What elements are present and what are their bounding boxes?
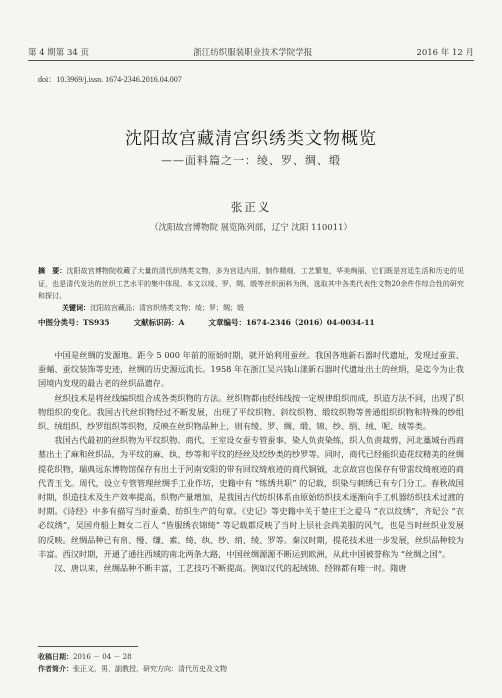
abstract [38,265,464,303]
header-journal: 浙江纺织服装职业技术学院学报 [193,48,313,58]
footnote [38,651,464,675]
received-label: 收稿日期： [38,652,73,661]
received-value: 2016 － 04 － 28 [73,653,132,661]
doi[interactable]: doi：10.3969/j.issn. 1674-2346.2016.04.007 [38,75,182,84]
header-issue: 第 4 期第 34 页 [28,48,90,58]
body-paragraph: 丝织技术是将丝线编织组合成各类织物的方法。丝织物都由经纬线按一定规律组织而成，织造方法不同，出现了织物组织的变化。我国古代丝织物经过不断发展，出现了平纹织物、斜纹织物、缎纹织物等普通组织织物和特殊的纱组织、绒组织、纱罗组织等织物，反映在丝织物品种上，则有绫、罗、绸、缎、锦、纱、绢、绒、呢、绒等类。 [38,392,464,432]
body-paragraph: 中国是丝绸的发源地。距今 5 000 年前的原始时期，就开始利用蚕丝。我国各地新石器时代遗址，发现过蚕茧、蚕蛹、蚕纹装饰等史迹，丝绸的历史源远流长。1958 年在浙江吴兴钱山漾新石器时代遗址出土的丝绢，是迄今为止我国境内发现的最古老的丝织品遗存。 [38,350,464,389]
author-name: 张正义 [230,200,272,214]
keywords [62,303,464,313]
body-text [38,348,464,575]
header-date: 2016 年 12 月 [416,48,474,58]
article-title: 沈阳故宫藏清宫织绣类文物概览 [125,129,377,149]
author-bio [38,663,464,675]
author-affiliation: （沈阳故宫博物院 展览陈列部，辽宁 沈阳 110011） [149,223,353,233]
article-subtitle: ——面料篇之一：绫、罗、绸、缎 [161,154,341,167]
keywords-text: 沈阳故宫藏品；清宫织绣类文物；绫；罗；绸；缎 [90,304,244,312]
document-code: 文献标识码：A [133,318,185,327]
running-header [28,44,474,61]
author-bio-value: 张正义，男，副教授，研究方向：清代历史及文物 [73,665,227,673]
keywords-label: 关键词： [62,303,90,312]
classification-line [38,317,464,328]
clc-number: 中图分类号：TS935 [38,318,110,327]
body-paragraph: 汉、唐以来，丝绸品种不断丰富，工艺技巧不断提高。例如汉代的起绒锦、经锦都有唯一时。隋唐 [54,563,407,574]
abstract-label: 摘 要： [38,266,67,275]
received-date [38,651,464,663]
body-paragraph: 我国古代最初的丝织物为平纹织物。商代，王室设女蚕专管蚕事，染人负责染练，织人负责裁剪，河北藁城台西商墓出土了麻和丝织品，为平纹的麻、纨、纱等和平纹的经丝及绞纱类的纱罗等。同时，商代已经能织造花纹精美的丝绸提花织物，瑞典远东博物馆保存有出土于河南安阳的带有回纹绮痕迹的商代铜钺，北京故宫也保存有带雷纹绮痕迹的商代青玉戈。周代，设立专管管理丝绸手工业作坊，史籍中有 “练绣共职” 的记载，织染与刺绣已有专门分工。春秋战国时期，织造技术及生产效率提高，织物产量增加，是我国古代纺织体系由原始纺织技术逐渐向手工机器纺织技术过渡的时期。《诗经》中多有描写当时蚕桑、纺织生产的句章。《史记》等史籍中关于楚庄王之爱马 “衣以纹绣”，齐妃公 “衣必纹绣”，吴国舟船上舞女二百人 “皆服绣衣锦绮” 等记载都反映了当时上层社会尚美服的风气，也是当时丝织业发展的反映。丝绸品种已有帛、缦、缣、素、绮、纨、纱、绡、绫、罗等。秦汉时期，提花技术进一步发展，丝织品种较为丰富。西汉时期，开通了通往西域的南北两条大路，中国丝绸源源不断运到欧洲，从此中国被誉称为 “丝绸之国”。 [38,435,464,559]
author-bio-label: 作者简介： [38,664,73,673]
abstract-text: 沈阳故宫博物院收藏了大量的清代织绣类文物，多为宫廷内用，制作精细，工艺繁复，华美绚丽，它们既是宫廷生活和历史的见证，也是清代发达的丝织工艺水平的集中体现。本文以绫、罗、绸、缎等丝织面料为例，选取其中各类代表性文物20余件作综合性的研究和探讨。 [38,267,465,300]
article-number: 文章编号：1674-2346（2016）04-0034-11 [208,318,375,327]
footnote-divider [38,646,138,647]
